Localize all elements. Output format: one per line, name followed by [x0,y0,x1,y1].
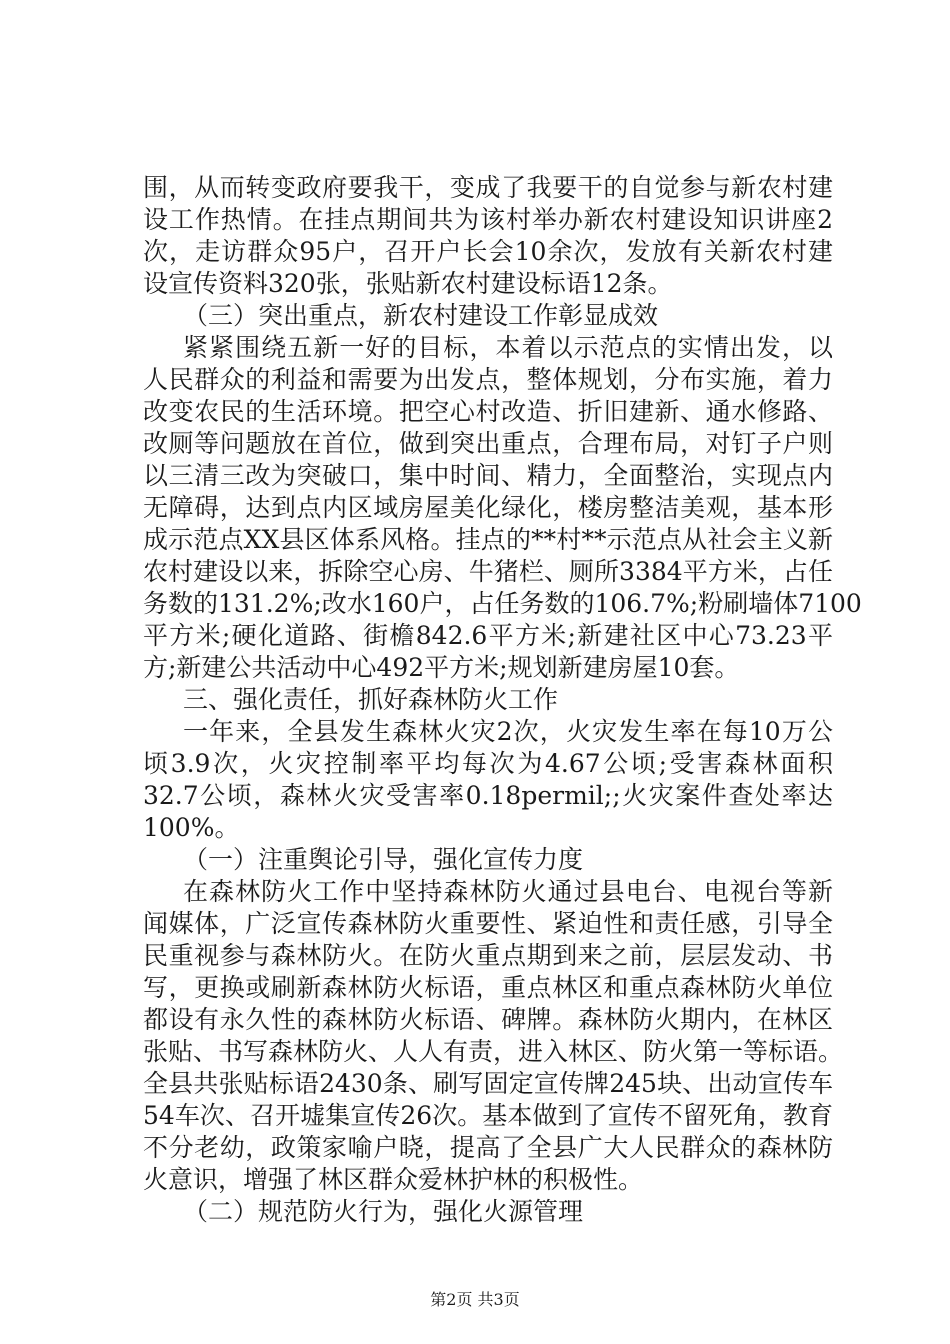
text-line: 紧紧围绕五新一好的目标，本着以示范点的实情出发，以 [183,333,833,362]
text-line: 不分老幼，政策家喻户晓，提高了全县广大人民群众的森林防 [143,1133,833,1162]
text-line: 一年来，全县发生森林火灾2次，火灾发生率在每10万公 [183,717,833,746]
text-line: 闻媒体，广泛宣传森林防火重要性、紧迫性和责任感，引导全 [143,909,833,938]
text-line: 以三清三改为突破口，集中时间、精力，全面整治，实现点内 [143,461,833,490]
section-heading: （一）注重舆论引导，强化宣传力度 [183,845,584,874]
text-line: 民重视参与森林防火。在防火重点期到来之前，层层发动、书 [143,941,833,970]
text-line: 54车次、召开墟集宣传26次。基本做到了宣传不留死角，教育 [143,1101,833,1130]
text-line: 都设有永久性的森林防火标语、碑牌。森林防火期内，在林区 [143,1005,833,1034]
text-line: 100%。 [143,813,240,842]
text-line: 农村建设以来，拆除空心房、牛猪栏、厕所3384平方米，占任 [143,557,833,586]
text-line: 顷3.9次，火灾控制率平均每次为4.67公顷;受害森林面积 [143,749,833,778]
text-line: 全县共张贴标语2430条、刷写固定宣传牌245块、出动宣传车 [143,1069,833,1098]
text-line: 设宣传资料320张，张贴新农村建设标语12条。 [143,269,673,298]
text-line: 32.7公顷，森林火灾受害率0.18permil;;火灾案件查处率达 [143,781,833,810]
text-line: 张贴、书写森林防火、人人有责，进入林区、防火第一等标语。 [143,1037,844,1066]
text-line: 务数的131.2%;改水160户，占任务数的106.7%;粉刷墙体7100 [143,589,862,618]
text-line: 在森林防火工作中坚持森林防火通过县电台、电视台等新 [183,877,833,906]
text-line: 火意识，增强了林区群众爱林护林的积极性。 [143,1165,644,1194]
section-heading: 三、强化责任，抓好森林防火工作 [183,685,559,714]
text-line: 改厕等问题放在首位，做到突出重点，合理布局，对钉子户则 [143,429,833,458]
text-line: 围，从而转变政府要我干，变成了我要干的自觉参与新农村建 [143,173,833,202]
page-footer: 第2页 共3页 [430,1290,520,1309]
document-body [143,172,862,1228]
text-line: 次，走访群众95户，召开户长会10余次，发放有关新农村建 [143,237,833,266]
section-heading: （三）突出重点，新农村建设工作彰显成效 [183,301,659,330]
text-line: 方;新建公共活动中心492平方米;规划新建房屋10套。 [143,653,740,682]
text-line: 成示范点XX县区体系风格。挂点的**村**示范点从社会主义新 [143,525,833,554]
text-line: 平方米;硬化道路、街檐842.6平方米;新建社区中心73.23平 [143,621,833,650]
text-line: 人民群众的利益和需要为出发点，整体规划，分布实施，着力 [143,365,833,394]
text-line: 写，更换或刷新森林防火标语，重点林区和重点森林防火单位 [143,973,833,1002]
text-line: 设工作热情。在挂点期间共为该村举办新农村建设知识讲座2 [143,205,833,234]
section-heading: （二）规范防火行为，强化火源管理 [183,1197,584,1226]
text-line: 改变农民的生活环境。把空心村改造、折旧建新、通水修路、 [143,397,833,426]
text-line: 无障碍，达到点内区域房屋美化绿化，楼房整洁美观，基本形 [143,493,833,522]
